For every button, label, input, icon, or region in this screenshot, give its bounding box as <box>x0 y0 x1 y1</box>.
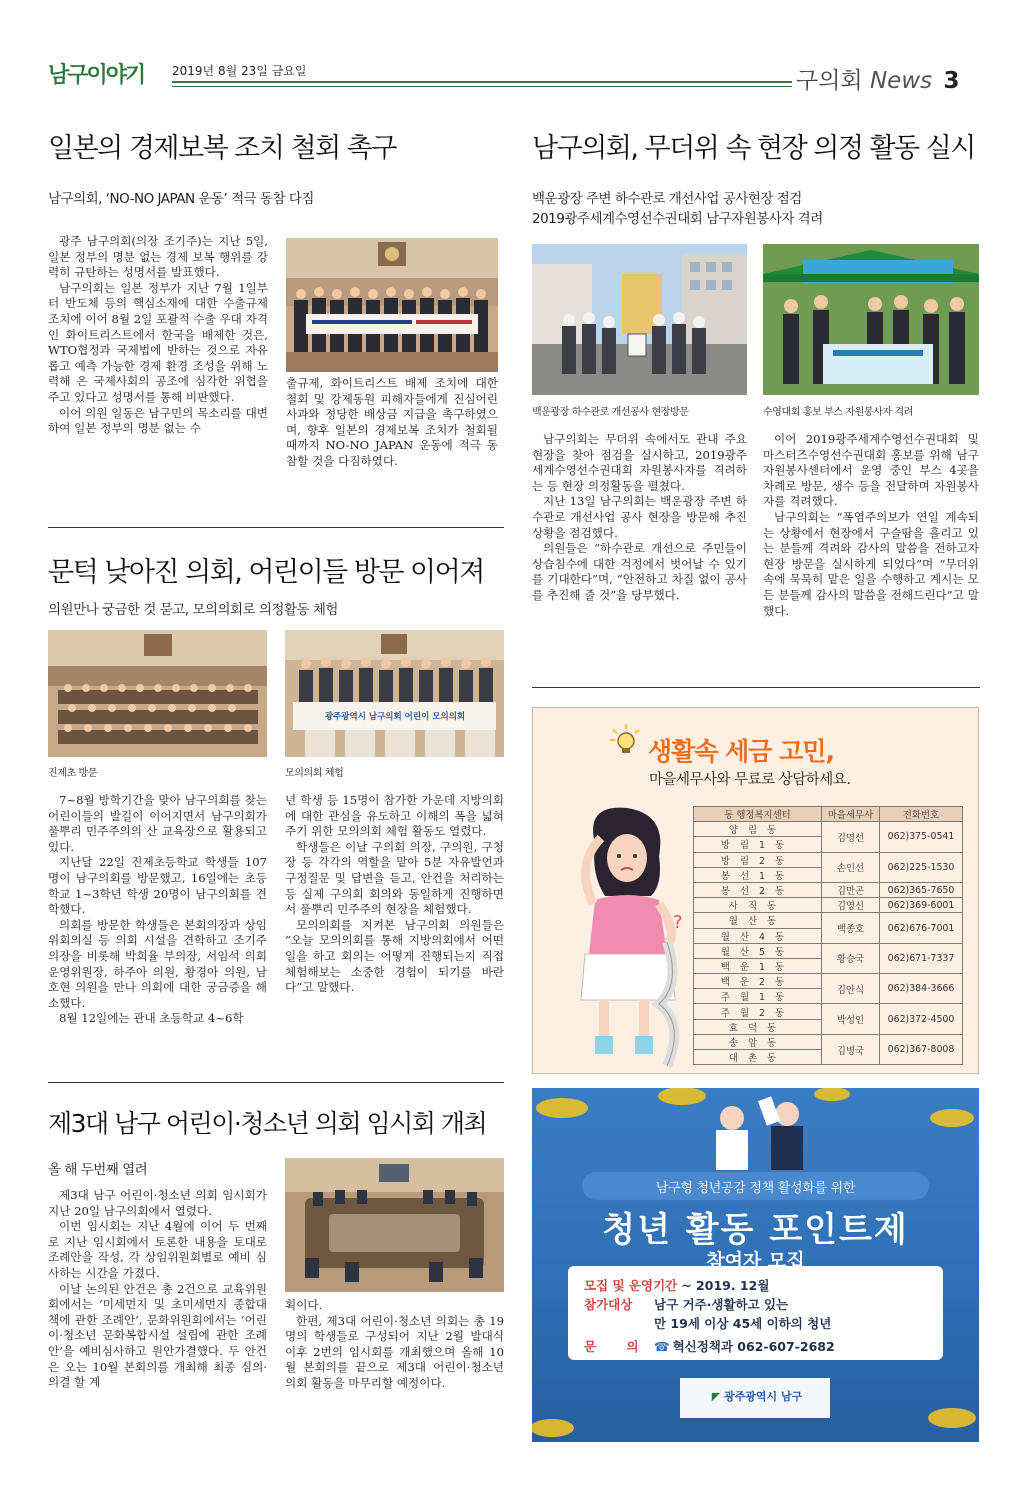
period-row <box>584 1276 934 1295</box>
target-value <box>654 1295 831 1333</box>
paragraph: 남구의회는 무더위 속에서도 관내 주요 현장을 찾아 점검을 실시하고, 2019광주세계수영선수권대회 자원봉사자를 격려하는 등 현장 의정활동을 펼쳤다. <box>532 432 747 493</box>
dong-cell: 월산4동 <box>694 928 822 943</box>
youth-ad-tagline: 남구형 청년공감 정책 활성화를 위한 <box>655 1181 856 1196</box>
table-row <box>694 974 963 989</box>
dong-cell: 봉선1동 <box>694 867 822 882</box>
paragraph: 지난 13일 남구의회는 백운광장 주변 하수관로 개선사업 공사 현장을 방문해 추진 상황을 점검했다. <box>532 494 747 540</box>
table-row <box>694 1034 963 1049</box>
masthead-logo <box>48 58 144 89</box>
tax-consultant-table <box>693 806 963 1065</box>
construction-site-photo <box>532 244 747 395</box>
paragraph: 획이다. <box>285 1298 323 1312</box>
phone-cell: 062)369-6001 <box>880 898 963 913</box>
youth-subhead: 올 해 두번째 열려 <box>48 1162 148 1178</box>
tax-ad-title: 생활속 세금 고민, <box>648 737 834 766</box>
period-label: 모집 및 운영기간 <box>584 1278 678 1293</box>
children-headline: 문턱 낮아진 의회, 어린이들 방문 이어져 <box>48 557 484 588</box>
paragraph: 광주 남구의회(의장 조기주)는 지난 5일, 일본 정부의 명분 없는 경제 보복 행위를 강력히 규탄하는 성명서를 발표했다. <box>48 234 268 280</box>
children-subhead: 의원만나 궁금한 것 묻고, 모의의회로 의정활동 체험 <box>48 602 338 618</box>
youth-ad-info <box>584 1276 934 1356</box>
dong-cell: 방림1동 <box>694 837 822 852</box>
phone-cell: 062)676-7001 <box>880 913 963 943</box>
svg-text:?: ? <box>673 912 683 933</box>
district-logo-icon: ◤ <box>711 1390 721 1403</box>
school-visit-photo <box>48 630 267 757</box>
youth-photo <box>285 1158 504 1292</box>
dong-cell: 양림동 <box>694 822 822 837</box>
japan-body-col1 <box>48 234 268 437</box>
paragraph: 7~8월 방학기간을 맞아 남구의회를 찾는 어린이들의 발길이 이어지면서 남구의회가 풀뿌리 민주주의의 산 교육장으로 활용되고 있다. <box>48 793 267 854</box>
japan-subhead: 남구의회, ‘NO-NO JAPAN 운동’ 적극 동참 다짐 <box>48 191 314 207</box>
paragraph: 의회를 방문한 학생들은 본회의장과 상임위회의실 등 의회 시설을 견학하고 조기주 의장을 비롯해 박희율 부의장, 서임석 의회운영위원장, 하주아 의원, 황경아 의원, 남호현 의원을 만나 의회에 대한 궁금증을 해소했다. <box>48 917 267 1010</box>
banner-text: 광주광역시 남구의회 어린이 모의의회 <box>324 712 466 722</box>
paragraph: 출규제, 화이트리스트 배제 조치에 대한 철회 및 강제동원 피해자들에게 진심어린 사과와 정당한 배상금 지급을 촉구하였으며, 향후 일본의 경제보복 조치가 철회될 때까지 NO-NO JAPAN 운동에 적극 동참할 것을 다짐하였다. <box>286 376 498 468</box>
consultant-cell: 김명선 <box>822 822 880 852</box>
woman-receipt-icon <box>555 804 695 1072</box>
children-caption-1: 진제초 방문 <box>48 768 98 779</box>
tax-ad <box>532 707 979 1074</box>
issue-date: 2019년 8월 23일 금요일 <box>172 64 307 78</box>
contact-label: 문 의 <box>584 1339 639 1354</box>
field-body-col1 <box>532 432 747 604</box>
consultant-cell: 백종호 <box>822 913 880 943</box>
table-row <box>694 852 963 867</box>
period-value: ~ 2019. 12월 <box>681 1278 770 1293</box>
dong-cell: 봉선2동 <box>694 882 822 897</box>
district-logo-text: 광주광역시 남구 <box>724 1390 803 1403</box>
page-number: 3 <box>943 68 960 94</box>
paragraph: 한편, 제3대 어린이·청소년 의회는 총 19명의 학생들로 구성되어 지난 2월 발대식 이후 2번의 임시회를 개최했으며 올해 10월 본회의를 끝으로 제3대 어린이·청소년 의회 활동을 마무리할 예정이다. <box>285 1313 504 1390</box>
dong-cell: 월산5동 <box>694 943 822 958</box>
paragraph: 년 학생 등 15명이 참가한 가운데 지방의회에 대한 관심을 유도하고 이해의 폭을 넓혀주기 위한 모의의회 체험 활동도 열렸다. <box>285 793 504 839</box>
mock-council-photo <box>285 630 504 757</box>
target-line-2: 만 19세 이상 45세 이하의 청년 <box>654 1316 832 1331</box>
field-body-col2 <box>763 432 979 619</box>
contact-value: 혁신정책과 062-607-2682 <box>672 1339 835 1354</box>
consultant-cell: 김영신 <box>822 898 880 913</box>
youth-body-col2 <box>285 1298 504 1392</box>
consultant-cell: 손인선 <box>822 852 880 882</box>
children-photo-1 <box>48 630 267 757</box>
phone-cell: 062)375-0541 <box>880 822 963 852</box>
paragraph: 8월 12일에는 관내 초등학교 4~6학 <box>59 1011 244 1026</box>
target-row <box>584 1295 934 1333</box>
header-rule <box>172 81 792 83</box>
youth-headline: 제3대 남구 어린이·청소년 의회 임시회 개최 <box>48 1109 487 1138</box>
consultant-cell: 김만곤 <box>822 882 880 897</box>
paragraph: 제3대 남구 어린이·청소년 의회 임시회가 지난 20일 남구의회에서 열렸다. <box>48 1188 267 1218</box>
children-body-col2 <box>285 793 504 996</box>
youth-ad-title: 청년 활동 포인트제 <box>602 1210 909 1250</box>
children-body-col1 <box>48 793 267 1027</box>
consultant-cell: 김안식 <box>822 974 880 1004</box>
divider <box>532 687 980 688</box>
table-row <box>694 1004 963 1019</box>
paragraph: 이어 의원 일동은 남구민의 목소리를 대변하여 일본 정부의 명분 없는 수 <box>48 405 268 436</box>
header-consultant: 마을세무사 <box>822 807 880 822</box>
youth-ad-subtitle: 참여자 모집 <box>706 1250 805 1272</box>
logo-text: 남구이야기 <box>48 63 145 88</box>
phone-cell: 062)365-7650 <box>880 882 963 897</box>
section-name: 구의회 <box>796 68 863 94</box>
field-caption-2: 수영대회 홍보 부스 자원봉사자 격려 <box>763 407 914 418</box>
header-phone: 전화번호 <box>880 807 963 822</box>
worried-woman-illustration <box>555 804 695 1072</box>
lightbulb-icon <box>608 722 644 760</box>
youth-council-photo <box>285 1158 504 1292</box>
paragraph: 이어 2019광주세계수영선수권대회 및 마스터즈수영선수권대회 홍보를 위해 남구자원봉사센터에서 운영 중인 부스 4곳을 차례로 방문, 생수 등을 전달하며 자원봉사자를 격려했다. <box>763 432 979 509</box>
field-headline: 남구의회, 무더위 속 현장 의정 활동 실시 <box>532 133 975 164</box>
table-row <box>694 882 963 897</box>
field-subhead-1: 백운광장 주변 하수관로 개선사업 공사현장 점검 <box>532 191 802 207</box>
council-statement-photo <box>286 238 498 372</box>
header-rule-right <box>172 86 792 87</box>
consultant-cell: 황승국 <box>822 943 880 973</box>
dong-cell: 송암동 <box>694 1034 822 1049</box>
table-header-row <box>694 807 963 822</box>
header-center: 동 행정복지센터 <box>694 807 822 822</box>
paragraph: 이날 논의된 안건은 총 2건으로 교육위원회에서는 ‘미세먼지 및 초미세먼지 종합대책에 관한 조례안’, 문화위원회에서는 ‘어린이·청소년 문화복합시설 설립에 관한 조례안’을 예비심사하고 원안가결했다. 두 안건은 오는 10월 본회의를 개최해 최종 심의·의결 할 계 <box>48 1281 267 1390</box>
volunteer-booth-photo <box>763 244 979 395</box>
children-caption-2: 모의의회 체험 <box>285 768 344 779</box>
japan-photo <box>286 238 498 372</box>
phone-cell: 062)372-4500 <box>880 1004 963 1034</box>
phone-cell: 062)367-8008 <box>880 1034 963 1064</box>
paragraph: 의원들은 “하수관로 개선으로 주민들이 상습침수에 대한 걱정에서 벗어날 수 있기를 기대한다”며, “안전하고 차질 없이 공사를 추진해 줄 것”을 당부했다. <box>532 541 747 602</box>
youth-point-ad <box>532 1088 979 1442</box>
phone-icon: ☎ <box>654 1339 670 1354</box>
phone-cell: 062)384-3666 <box>880 974 963 1004</box>
table-row <box>694 898 963 913</box>
section-title <box>796 62 959 95</box>
paragraph: 학생들은 이날 구의회 의장, 구의원, 구청장 등 각각의 역할을 맡아 5분 자유발언과 구정질문 및 답변을 듣고, 안건을 처리하는 등 실제 구의회 회의와 동일하게 진행하면서 풀뿌리 민주주의 현장을 체험했다. <box>285 839 504 917</box>
japan-body-col2 <box>286 376 498 470</box>
contact-row <box>584 1337 934 1356</box>
field-subhead-2: 2019광주세계수영선수권대회 남구자원봉사자 격려 <box>532 211 823 227</box>
dong-cell: 효덕동 <box>694 1019 822 1034</box>
divider <box>48 527 504 528</box>
field-caption-1: 백운광장 하수관로 개선공사 현장방문 <box>532 407 689 418</box>
children-photo-2 <box>285 630 504 757</box>
consultant-cell: 김병국 <box>822 1034 880 1064</box>
tax-ad-subtitle: 마을세무사와 무료로 상담하세요. <box>649 772 851 788</box>
dong-cell: 백운2동 <box>694 974 822 989</box>
paragraph: 모의의회를 지켜본 남구의회 의원들은 “오늘 모의의회를 통해 지방의회에서 어떤 일을 하고 회의는 어떻게 진행되는지 직접 체험해보는 소중한 경험이 되기를 바란다”고 말했다. <box>285 917 504 995</box>
field-photo-2 <box>763 244 979 395</box>
dong-cell: 월산동 <box>694 913 822 928</box>
dong-cell: 주월1동 <box>694 989 822 1004</box>
paragraph: 남구의회는 “폭염주의보가 연일 계속되는 상황에서 현장에서 구슬땀을 흘리고 있는 분들께 격려와 감사의 말씀을 전하고자 현장 방문을 실시하게 되었다”며 “무더위 속에 묵묵히 맡은 일을 수행하고 계시는 모든 분들께 감사의 말씀을 전해드린다”고 말했다. <box>763 509 979 618</box>
paragraph: 지난달 22일 진제초등학교 학생들 107명이 남구의회를 방문했고, 16일에는 초등학교 1~3학년 학생 20명이 남구의회를 견학했다. <box>48 855 267 917</box>
paragraph: 이번 임시회는 지난 4월에 이어 두 번째로 지난 임시회에서 토론한 내용을 토대로 조례안을 작성, 각 상임위원회별로 예비 심사하는 시간을 가졌다. <box>48 1219 267 1280</box>
field-photo-1 <box>532 244 747 395</box>
dong-cell: 주월2동 <box>694 1004 822 1019</box>
phone-cell: 062)671-7337 <box>880 943 963 973</box>
paragraph: 남구의회는 일본 정부가 지난 7월 1일부터 반도체 등의 핵심소재에 대한 수출규제 조치에 이어 8월 2일 포괄적 수출 우대 자격인 화이트리스트에서 한국을 배제한 것은, WTO협정과 국제법에 반하는 것으로 자유롭고 예측 가능한 경제 환경 조성을 위해 노력해 온 국제사회의 공조에 심각한 위협을 주고 있다고 성명서를 통해 비판했다. <box>48 280 268 404</box>
phone-cell: 062)225-1530 <box>880 852 963 882</box>
dong-cell: 방림2동 <box>694 852 822 867</box>
divider <box>48 1082 504 1083</box>
district-logo <box>692 1388 822 1404</box>
section-en: News <box>869 68 933 94</box>
table-row <box>694 822 963 837</box>
lightbulb-icon-svg <box>608 722 644 756</box>
table-row <box>694 913 963 928</box>
japan-headline: 일본의 경제보복 조치 철회 촉구 <box>48 133 396 164</box>
target-line-1: 남구 거주·생활하고 있는 <box>654 1297 789 1312</box>
table-row <box>694 943 963 958</box>
youth-body-col1 <box>48 1188 267 1391</box>
dong-cell: 백운1동 <box>694 958 822 973</box>
dong-cell: 대촌동 <box>694 1050 822 1065</box>
target-label: 참가대상 <box>584 1297 633 1312</box>
consultant-cell: 박성인 <box>822 1004 880 1034</box>
dong-cell: 사직동 <box>694 898 822 913</box>
